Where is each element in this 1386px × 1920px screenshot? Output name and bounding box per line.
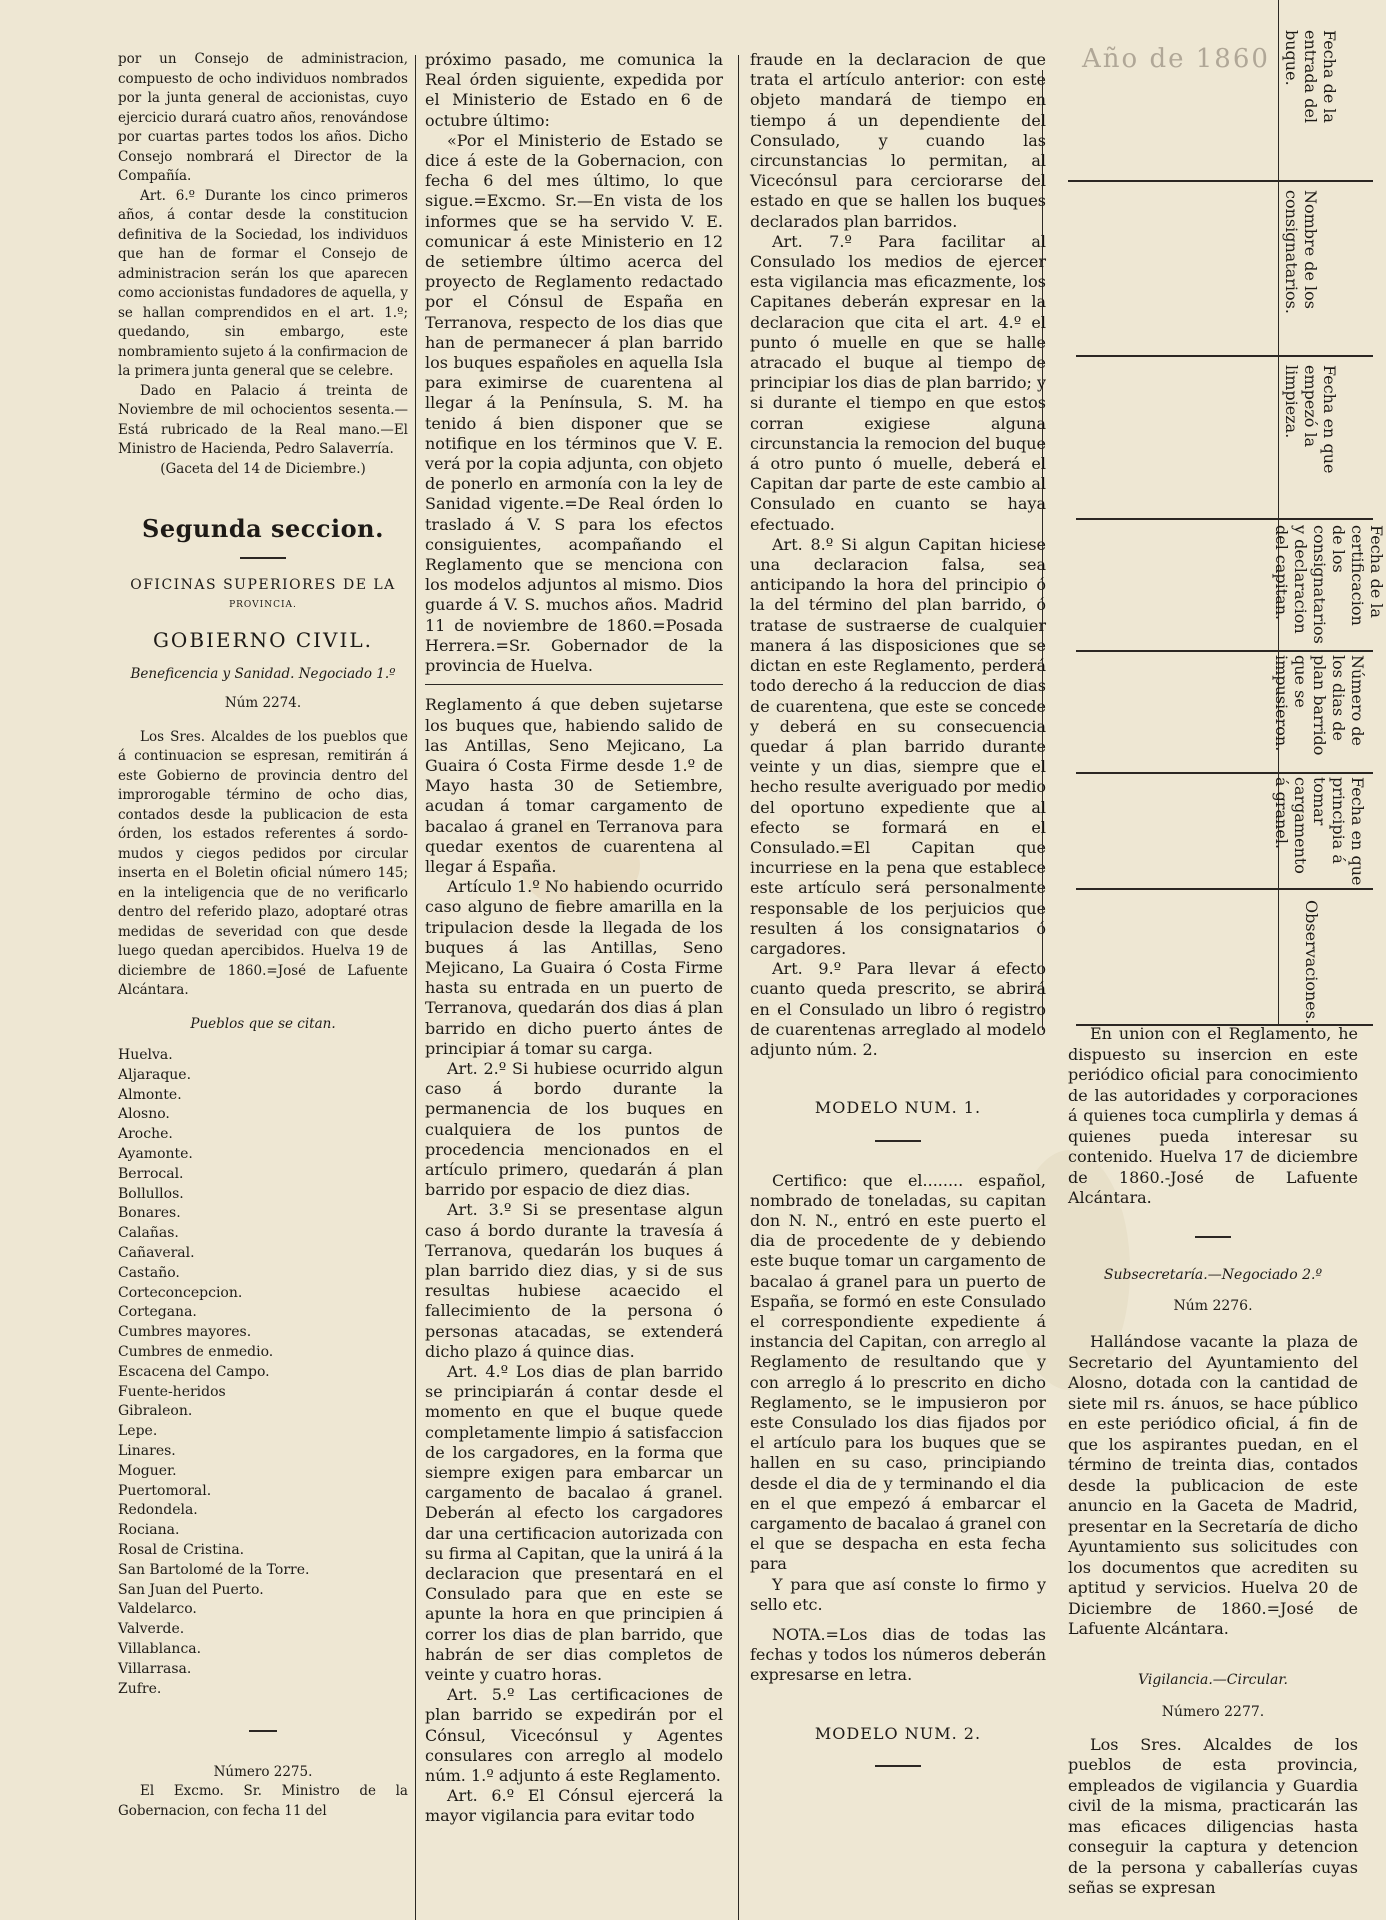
town-item: Cumbres de enmedio. bbox=[118, 1343, 274, 1360]
town-item: Puertomoral. bbox=[118, 1482, 212, 1499]
paragraph: «Por el Ministerio de Estado se dice á este de la Gobernacion, con fecha 6 del mes último, lo que sigue.=Excmo. Sr.—En vista de los informes que se ha servido V. E. comunicar á este Ministerio en 12 de setiembre último acerca del proyecto de Reglamento redactado por el Cónsul de España en Terranova, respecto de los dias que han de permanecer á plan barrido los buques españoles en aquella Isla para eximirse de cuarentena al llegar á la Península, S. M. ha tenido á bien disponer que se notifique en los términos que V. E. verá por la copia adjunta, con objeto de ponerlo en armonía con la ley de Sanidad vigente.=De Real órden lo traslado á V. S para los efectos consiguientes, acompañando el Reglamento que se menciona con los modelos adjuntos al mismo. Dios guarde á V. S. muchos años. Madrid 11 de noviembre de 1860.=Posada Herrera.=Sr. Gobernador de la provincia de Huelva. bbox=[425, 130, 723, 676]
vigilance-label: Vigilancia.—Circular. bbox=[1138, 1671, 1288, 1688]
divider bbox=[750, 1756, 1046, 1776]
negociado-label: Beneficencia y Sanidad. Negociado 1.º bbox=[130, 665, 396, 682]
paragraph: Art. 7.º Para facilitar al Consulado los medios de ejercer esta vigilancia mas eficazmente, los Capitanes deberán expresar en la declaracion que cita el art. 4.º el punto ó muelle en que se halle atracado el buque al tiempo de principiar los dias de plan barrido; y si durante el tiempo en que estos corran exigiese alguna circunstancia la remocion del buque á otro punto ó muelle, deberá el Capitan dar parte de este cambio al Consulado en cuanto se haya efectuado. bbox=[750, 231, 1046, 534]
document-number: Número 2275. bbox=[213, 1763, 313, 1780]
town-item: Cañaveral. bbox=[118, 1244, 195, 1261]
town-item: Villarrasa. bbox=[118, 1660, 192, 1677]
town-item: Cumbres mayores. bbox=[118, 1324, 252, 1341]
town-item: Zufre. bbox=[118, 1680, 162, 1697]
paragraph: Dado en Palacio á treinta de Noviembre de mil ochocientos sesenta.—Está rubricado de la Real mano.—El Ministro de Hacienda, Pedro Salaverría. bbox=[118, 382, 408, 457]
divider bbox=[1068, 1227, 1358, 1248]
document-number: Núm 2274. bbox=[224, 695, 302, 711]
table-header-cell: Observaciones. bbox=[1302, 900, 1321, 1025]
town-item: San Juan del Puerto. bbox=[118, 1581, 264, 1598]
town-item: Castaño. bbox=[118, 1264, 180, 1281]
column-2 bbox=[425, 50, 723, 1827]
town-item: Linares. bbox=[118, 1442, 176, 1459]
citation: (Gaceta del 14 de Diciembre.) bbox=[160, 460, 366, 477]
negociado-label: Subsecretaría.—Negociado 2.º bbox=[1103, 1267, 1323, 1283]
paragraph: Art. 2.º Si hubiese ocurrido algun caso á bordo durante la permanencia de los buques en cualquiera de los puntos de procedencia mencionados en el artículo primero, quedarán á plan barrido por espacio de diez dias. bbox=[425, 1058, 723, 1200]
town-item: San Bartolomé de la Torre. bbox=[118, 1561, 310, 1578]
paragraph: Art. 8.º Si algun Capitan hiciese una declaracion falsa, sea anticipando la hora del principio ó la del término del plan barrido, ó tratase de sustraerse de cualquier manera á las disposiciones que se dictan en este Reglamento, perderá todo derecho á la reduccion de dias de cuarentena, que este se concede y deberá en su consecuencia quedar á plan barrido durante veinte y un dias, siempre que el hecho resulte averiguado por medio del oportuno expediente que al efecto se formará en el Consulado.=El Capitan que incurriese en la pena que establece este artículo será personalmente responsable de los perjuicios que resulten á los consignatarios ó cargadores. bbox=[750, 534, 1046, 958]
divider bbox=[750, 1130, 1046, 1150]
town-item: Valverde. bbox=[118, 1621, 185, 1638]
town-item: Valdelarco. bbox=[118, 1601, 197, 1618]
paragraph: Hallándose vacante la plaza de Secretario del Ayuntamiento del Alosno, dotada con la cantidad de siete mil rs. ánuos, se hace público en este periódico oficial, á fin de que los aspirantes puedan, en el término de treinta dias, contados desde la publicacion de este anuncio en la Gaceta de Madrid, presentar en la Secretaría de dicho Ayuntamiento sus solicitudes con los documentos que acrediten su aptitud y servicios. Huelva 20 de Diciembre de 1860.=José de Lafuente Alcántara. bbox=[1068, 1332, 1358, 1638]
town-item: Aljaraque. bbox=[118, 1066, 192, 1083]
town-item: Moguer. bbox=[118, 1462, 177, 1479]
model-heading: MODELO NUM. 1. bbox=[814, 1098, 982, 1118]
column-4 bbox=[1068, 1024, 1358, 1899]
town-item: Calañas. bbox=[118, 1225, 179, 1242]
paragraph: Art. 3.º Si se presentase algun caso á bordo durante la travesía á Terranova, quedarán los buques á plan barrido diez dias, y si de sus resultas hubiese acaecido el fallecimiento de la persona ó personas atacadas, se extenderá dicho plazo á quince dias. bbox=[425, 1200, 723, 1361]
regulation-title: Reglamento á que deben sujetarse los buques que, habiendo salido de las Antillas, Seno Mejicano, La Guaira ó Costa Firme desde 1.º de Mayo hasta 30 de Setiembre, acudan á tomar cargamento de bacalao á granel en Terranova para quedar exentos de cuarentena al llegar á España. bbox=[425, 695, 723, 876]
column-1 bbox=[118, 50, 408, 1821]
column-3 bbox=[750, 50, 1046, 1784]
certificate-text: Certifico: que el........ español, nombrado de toneladas, su capitan don N. N., entró en este puerto el dia de procedente de y debiendo este buque tomar un cargamento de bacalao á granel para un puerto de España, se formó en este Consulado el correspondiente expediente á instancia del Capitan, con arreglo al Reglamento de resultando que y con arreglo á lo prescrito en dicho Reglamento, se le impusieron por este Consulado los dias fijados por el artículo para los buques que se hallen en su caso, principiando desde el dia de y terminando el dia en el que empezó á embarcar el cargamento de bacalao á granel con el que se despacha en esta fecha para bbox=[750, 1170, 1046, 1574]
offices-heading: OFICINAS SUPERIORES DE LA bbox=[130, 577, 396, 593]
towns-list bbox=[118, 1046, 408, 1699]
town-item: Gibraleon. bbox=[118, 1403, 193, 1420]
document-number: Número 2277. bbox=[1161, 1704, 1265, 1720]
paragraph: Art. 9.º Para llevar á efecto cuanto queda prescrito, se abrirá en el Consulado un libro ó registro de cuarentenas arreglado al modelo adjunto núm. 2. bbox=[750, 959, 1046, 1059]
register-table bbox=[1042, 0, 1386, 1025]
province-heading: PROVINCIA. bbox=[229, 599, 297, 610]
government-heading: GOBIERNO CIVIL. bbox=[152, 628, 374, 652]
paragraph: próximo pasado, me comunica la Real órden siguiente, expedida por el Ministerio de Estado en 6 de octubre último: bbox=[425, 50, 723, 130]
paragraph: por un Consejo de administracion, compuesto de ocho individuos nombrados por la junta general de accionistas, cuyo ejercicio durará cuatro años, renovándose por cuartas partes todos los años. Dicho Consejo nombrará el Director de la Compañía. bbox=[118, 51, 408, 184]
town-item: Cortegana. bbox=[118, 1304, 197, 1321]
paragraph: Art. 4.º Los dias de plan barrido se principiarán á contar desde el momento en que el buque quede completamente limpio á satisfaccion de los cargadores, en la forma que siempre exigen para embarcar un cargamento de bacalao á granel. Deberán al efecto los cargadores dar una certificacion autorizada con su firma al Capitan, que la unirá á la declaracion que presentará en el Consulado para que en este se apunte la hora en que principien á correr los dias de plan barrido, que habrán de ser dias completos de veinte y cuatro horas. bbox=[425, 1362, 723, 1685]
town-item: Almonte. bbox=[118, 1086, 182, 1103]
table-header-cell: Fecha de la certificacion de los consignatarios y declaracion del capitan. bbox=[1272, 525, 1386, 644]
town-item: Escacena del Campo. bbox=[118, 1363, 270, 1380]
paragraph: Los Sres. Alcaldes de los pueblos de esta provincia, empleados de vigilancia y Guardia civil de la misma, practicarán las mas eficaces diligencias hasta conseguir la captura y detencion de la persona y caballerías cuyas señas se expresan bbox=[1068, 1734, 1358, 1897]
town-item: Lepe. bbox=[118, 1423, 158, 1440]
divider bbox=[425, 684, 723, 685]
divider bbox=[118, 549, 408, 569]
town-item: Fuente-heridos bbox=[118, 1383, 226, 1400]
town-item: Corteconcepcion. bbox=[118, 1284, 243, 1301]
table-header-cell: Fecha en que empezó la limpieza. bbox=[1282, 365, 1339, 474]
paragraph: Artículo 1.º No habiendo ocurrido caso alguno de fiebre amarilla en la tripulacion desde la llegada de los buques á las Antillas, Seno Mejicano, La Guaira ó Costa Firme hasta su entrada en un puerto de Terranova, quedarán dos dias á plan barrido en dicho puerto ántes de principiar á tomar su carga. bbox=[425, 877, 723, 1058]
town-item: Aroche. bbox=[118, 1126, 173, 1143]
column-rule bbox=[415, 55, 416, 1920]
town-item: Bollullos. bbox=[118, 1185, 184, 1202]
town-item: Bonares. bbox=[118, 1205, 181, 1222]
table-header-cell: Fecha en que principia á tomar cargamento á granel. bbox=[1272, 777, 1367, 886]
divider bbox=[118, 1721, 408, 1741]
town-item: Berrocal. bbox=[118, 1165, 184, 1182]
town-item: Villablanca. bbox=[118, 1640, 202, 1657]
document-number: Núm 2276. bbox=[1173, 1297, 1253, 1314]
paragraph: El Excmo. Sr. Ministro de la Gobernacion, con fecha 11 del bbox=[118, 1783, 408, 1819]
paragraph: Art. 6.º El Cónsul ejercerá la mayor vigilancia para evitar todo bbox=[425, 1786, 723, 1826]
town-item: Alosno. bbox=[118, 1106, 170, 1123]
paragraph: Art. 5.º Las certificaciones de plan barrido se expedirán por el Cónsul, Vicecónsul y Agentes consulares con arreglo al modelo núm. 1.º adjunto á este Reglamento. bbox=[425, 1685, 723, 1786]
note: NOTA.=Los dias de todas las fechas y todos los números deberán expresarse en letra. bbox=[750, 1625, 1046, 1685]
paragraph: Y para que así conste lo firmo y sello etc. bbox=[750, 1574, 1046, 1614]
town-item: Rociana. bbox=[118, 1522, 180, 1539]
column-rule bbox=[738, 55, 739, 1920]
paragraph: En union con el Reglamento, he dispuesto su insercion en este periódico oficial para conocimiento de las autoridades y corporaciones á quienes toca cumplirla y demas á quienes pueda interesar su contenido. Huelva 17 de diciembre de 1860.-José de Lafuente Alcántara. bbox=[1068, 1024, 1358, 1207]
table-header-cell: Nombre de los consignatarios. bbox=[1282, 190, 1320, 314]
paragraph: fraude en la declaracion de que trata el artículo anterior: con este objeto mandará de tiempo en tiempo á un dependiente del Consulado, y cuando las circunstancias lo permitan, al Vicecónsul para cerciorarse del estado en que se hallen los buques declarados plan barridos. bbox=[750, 50, 1046, 231]
town-item: Huelva. bbox=[118, 1047, 173, 1063]
table-header-cell: Fecha de la entrada del buque. bbox=[1282, 30, 1339, 124]
town-item: Ayamonte. bbox=[118, 1145, 193, 1162]
towns-title: Pueblos que se citan. bbox=[190, 1015, 336, 1032]
town-item: Rosal de Cristina. bbox=[118, 1541, 245, 1558]
model-heading: MODELO NUM. 2. bbox=[814, 1723, 982, 1743]
section-title: Segunda seccion. bbox=[142, 514, 384, 543]
table-header-cell: Número de los dias de plan barrido que se impusieron. bbox=[1272, 655, 1367, 756]
paragraph: Los Sres. Alcaldes de los pueblos que á continuacion se espresan, remitirán á este Gobierno de provincia dentro del improrogable término de ocho dias, contados desde la publicacion de esta órden, los estados referentes á sordo-mudos y ciegos pedidos por circular inserta en el Boletin oficial número 145; en la inteligencia que de no verificarlo dentro del referido plazo, adoptaré otras medidas de severidad con que desde luego quedan apercibidos. Huelva 19 de diciembre de 1860.=José de Lafuente Alcántara. bbox=[118, 728, 408, 998]
header-fragment: Año de 1860 bbox=[1082, 44, 1270, 74]
paragraph: Art. 6.º Durante los cinco primeros años, á contar desde la constitucion definitiva de la Sociedad, los individuos que han de formar el Consejo de administracion serán los que aparecen como accionistas fundadores de aquella, y se hallan comprendidos en el art. 1.º; quedando, sin embargo, este nombramiento sujeto á la confirmacion de la primera junta general que se celebre. bbox=[118, 187, 408, 379]
town-item: Redondela. bbox=[118, 1502, 198, 1519]
